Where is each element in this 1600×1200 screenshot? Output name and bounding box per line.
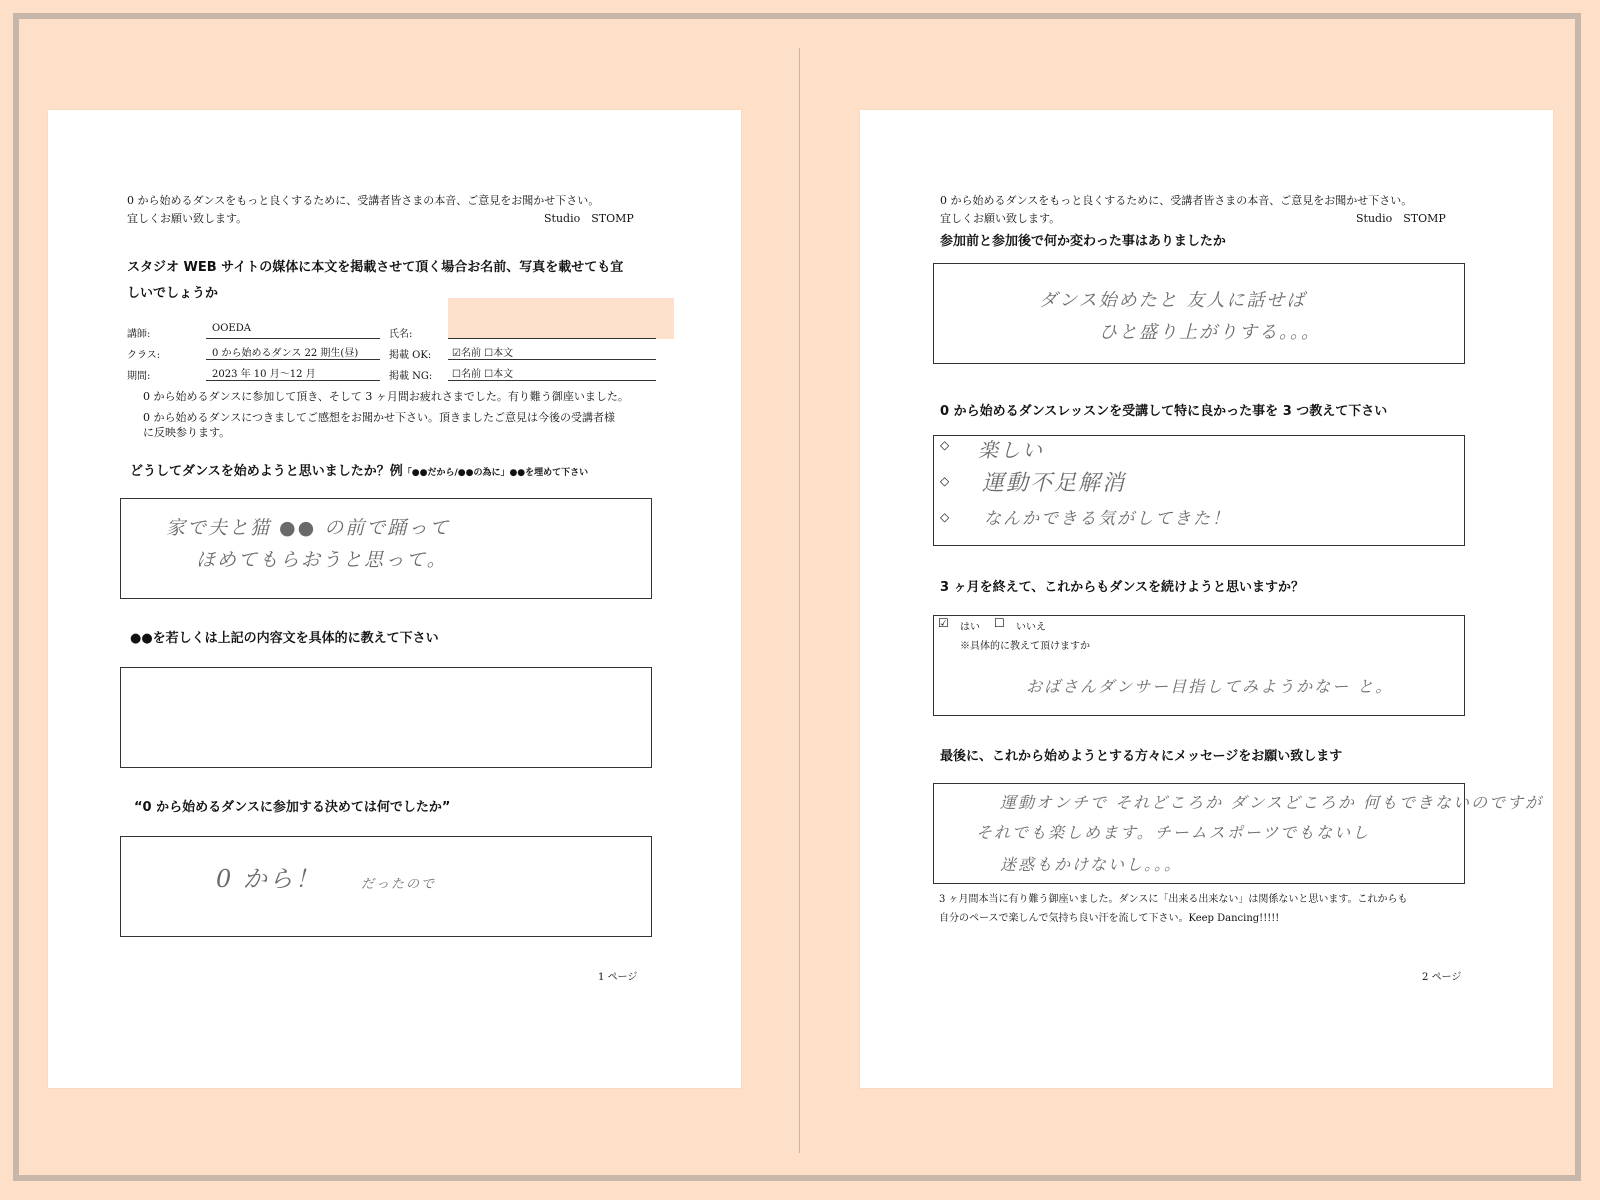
answer-1-line-1: 家で夫と猫 ●● の前で踊って xyxy=(166,517,451,539)
yes-label: はい xyxy=(960,622,980,633)
good-point-3: なんかできる気がしてきた！ xyxy=(984,509,1231,529)
question-6: 3 ヶ月を終えて、これからもダンスを続けようと思いますか？ xyxy=(940,580,1305,595)
detail-note: ※具体的に教えて頂けますか xyxy=(960,641,1090,652)
answer-box-2 xyxy=(120,667,652,768)
thanks-line-2: 0 から始めるダンスにつきましてご感想をお聞かせ下さい。頂きましたご意見は今後の受講者様 xyxy=(143,411,616,424)
answer-box-5 xyxy=(933,435,1465,546)
answer-4-line-1: ダンス始めたと 友人に話せば xyxy=(1039,290,1307,311)
publish-ok-label: 掲載 OK: xyxy=(389,350,432,361)
answer-3-main: 0 から！ xyxy=(216,865,321,893)
publish-ok-underline xyxy=(448,359,656,360)
question-1 xyxy=(130,460,588,479)
closing-line-2: 自分のペースで楽しんで気持ち良い汗を流して下さい。Keep Dancing!!!!! xyxy=(939,913,1280,924)
answer-box-6 xyxy=(933,615,1465,716)
bullet-2: ◇ xyxy=(940,474,950,488)
period-label: 期間: xyxy=(127,371,151,382)
answer-box-3 xyxy=(120,836,652,937)
bullet-3: ◇ xyxy=(940,510,950,524)
answer-7-line-1: 運動オンチで それどころか ダンスどころか 何もできないのですが xyxy=(1000,793,1543,812)
survey-page-2 xyxy=(860,110,1553,1088)
answer-7-line-2: それでも楽しめます。チームスポーツでもないし xyxy=(976,823,1371,842)
answer-box-4 xyxy=(933,263,1465,364)
name-underline xyxy=(448,338,656,339)
answer-3-sub: だったので xyxy=(361,877,437,892)
yes-checkbox[interactable]: ☑ xyxy=(938,616,949,630)
intro-line-2-p2: 宜しくお願い致します。 xyxy=(940,212,1061,225)
question-5: 0 から始めるダンスレッスンを受講して特に良かった事を 3 つ教えて下さい xyxy=(940,404,1388,419)
thanks-line-3: に反映参ります。 xyxy=(143,426,231,439)
no-label: いいえ xyxy=(1016,622,1046,633)
period-value: 2023 年 10 月～12 月 xyxy=(212,369,316,380)
publish-ok-value: ☑名前 ☐本文 xyxy=(452,348,514,359)
answer-box-1 xyxy=(120,498,652,599)
publish-ng-underline xyxy=(448,380,656,381)
studio-name: Studio STOMP xyxy=(544,212,634,225)
consent-question-line-2: しいでしょうか xyxy=(127,286,219,301)
question-1-main: どうしてダンスを始めようと思いましたか？例 xyxy=(130,464,403,479)
answer-4-line-2: ひと盛り上がりする。。。 xyxy=(1099,322,1321,343)
consent-question-line-1: スタジオ WEB サイトの媒体に本文を掲載させて頂く場合お名前、写真を載せても宜 xyxy=(127,260,624,275)
class-value: 0 から始めるダンス 22 期生(昼) xyxy=(212,348,359,359)
redacted-name xyxy=(448,298,674,339)
good-point-2: 運動不足解消 xyxy=(982,471,1127,496)
intro-line-1: 0 から始めるダンスをもっと良くするために、受講者皆さまの本音、ご意見をお聞かせ下さい。 xyxy=(127,194,600,207)
good-point-1: 楽しい xyxy=(978,438,1044,462)
question-7: 最後に、これから始めようとする方々にメッセージをお願い致します xyxy=(940,749,1343,764)
publish-ng-value: ☐名前 ☐本文 xyxy=(452,369,514,380)
question-2: ●●を若しくは上記の内容文を具体的に教えて下さい xyxy=(130,631,439,646)
answer-box-7 xyxy=(933,783,1543,884)
class-underline xyxy=(206,359,380,360)
answer-7-line-3: 迷惑もかけないし。。。 xyxy=(1000,855,1183,874)
instructor-value: OOEDA xyxy=(212,323,251,334)
instructor-label: 講師: xyxy=(127,329,151,340)
intro-line-2: 宜しくお願い致します。 xyxy=(127,212,248,225)
page-divider xyxy=(799,48,800,1153)
class-label: クラス: xyxy=(127,350,161,361)
instructor-underline xyxy=(206,338,380,339)
closing-line-1: 3 ヶ月間本当に有り難う御座いました。ダンスに「出来る出来ない」は関係ないと思います。これからも xyxy=(939,894,1408,905)
studio-name-p2: Studio STOMP xyxy=(1356,212,1446,225)
name-label: 氏名: xyxy=(389,329,413,340)
question-4: 参加前と参加後で何か変わった事はありましたか xyxy=(940,234,1226,249)
period-underline xyxy=(206,380,380,381)
question-3: “0 から始めるダンスに参加する決めては何でしたか” xyxy=(134,800,451,815)
page-number-2: 2 ページ xyxy=(1422,972,1462,983)
page-number-1: 1 ページ xyxy=(598,972,638,983)
answer-1-line-2: ほめてもらおうと思って。 xyxy=(196,549,448,571)
survey-page-1 xyxy=(48,110,741,1088)
publish-ng-label: 掲載 NG: xyxy=(389,371,433,382)
question-1-example: 「●●だから/●●の為に」●●を埋めて下さい xyxy=(402,468,589,478)
thanks-line-1: 0 から始めるダンスに参加して頂き、そして 3 ヶ月間お疲れさまでした。有り難う御座いました。 xyxy=(143,390,629,403)
answer-6: おばさんダンサー目指してみようかなー と。 xyxy=(1026,677,1394,696)
no-checkbox[interactable]: ☐ xyxy=(994,616,1005,630)
intro-line-1-p2: 0 から始めるダンスをもっと良くするために、受講者皆さまの本音、ご意見をお聞かせ下さい。 xyxy=(940,194,1413,207)
bullet-1: ◇ xyxy=(940,438,950,452)
